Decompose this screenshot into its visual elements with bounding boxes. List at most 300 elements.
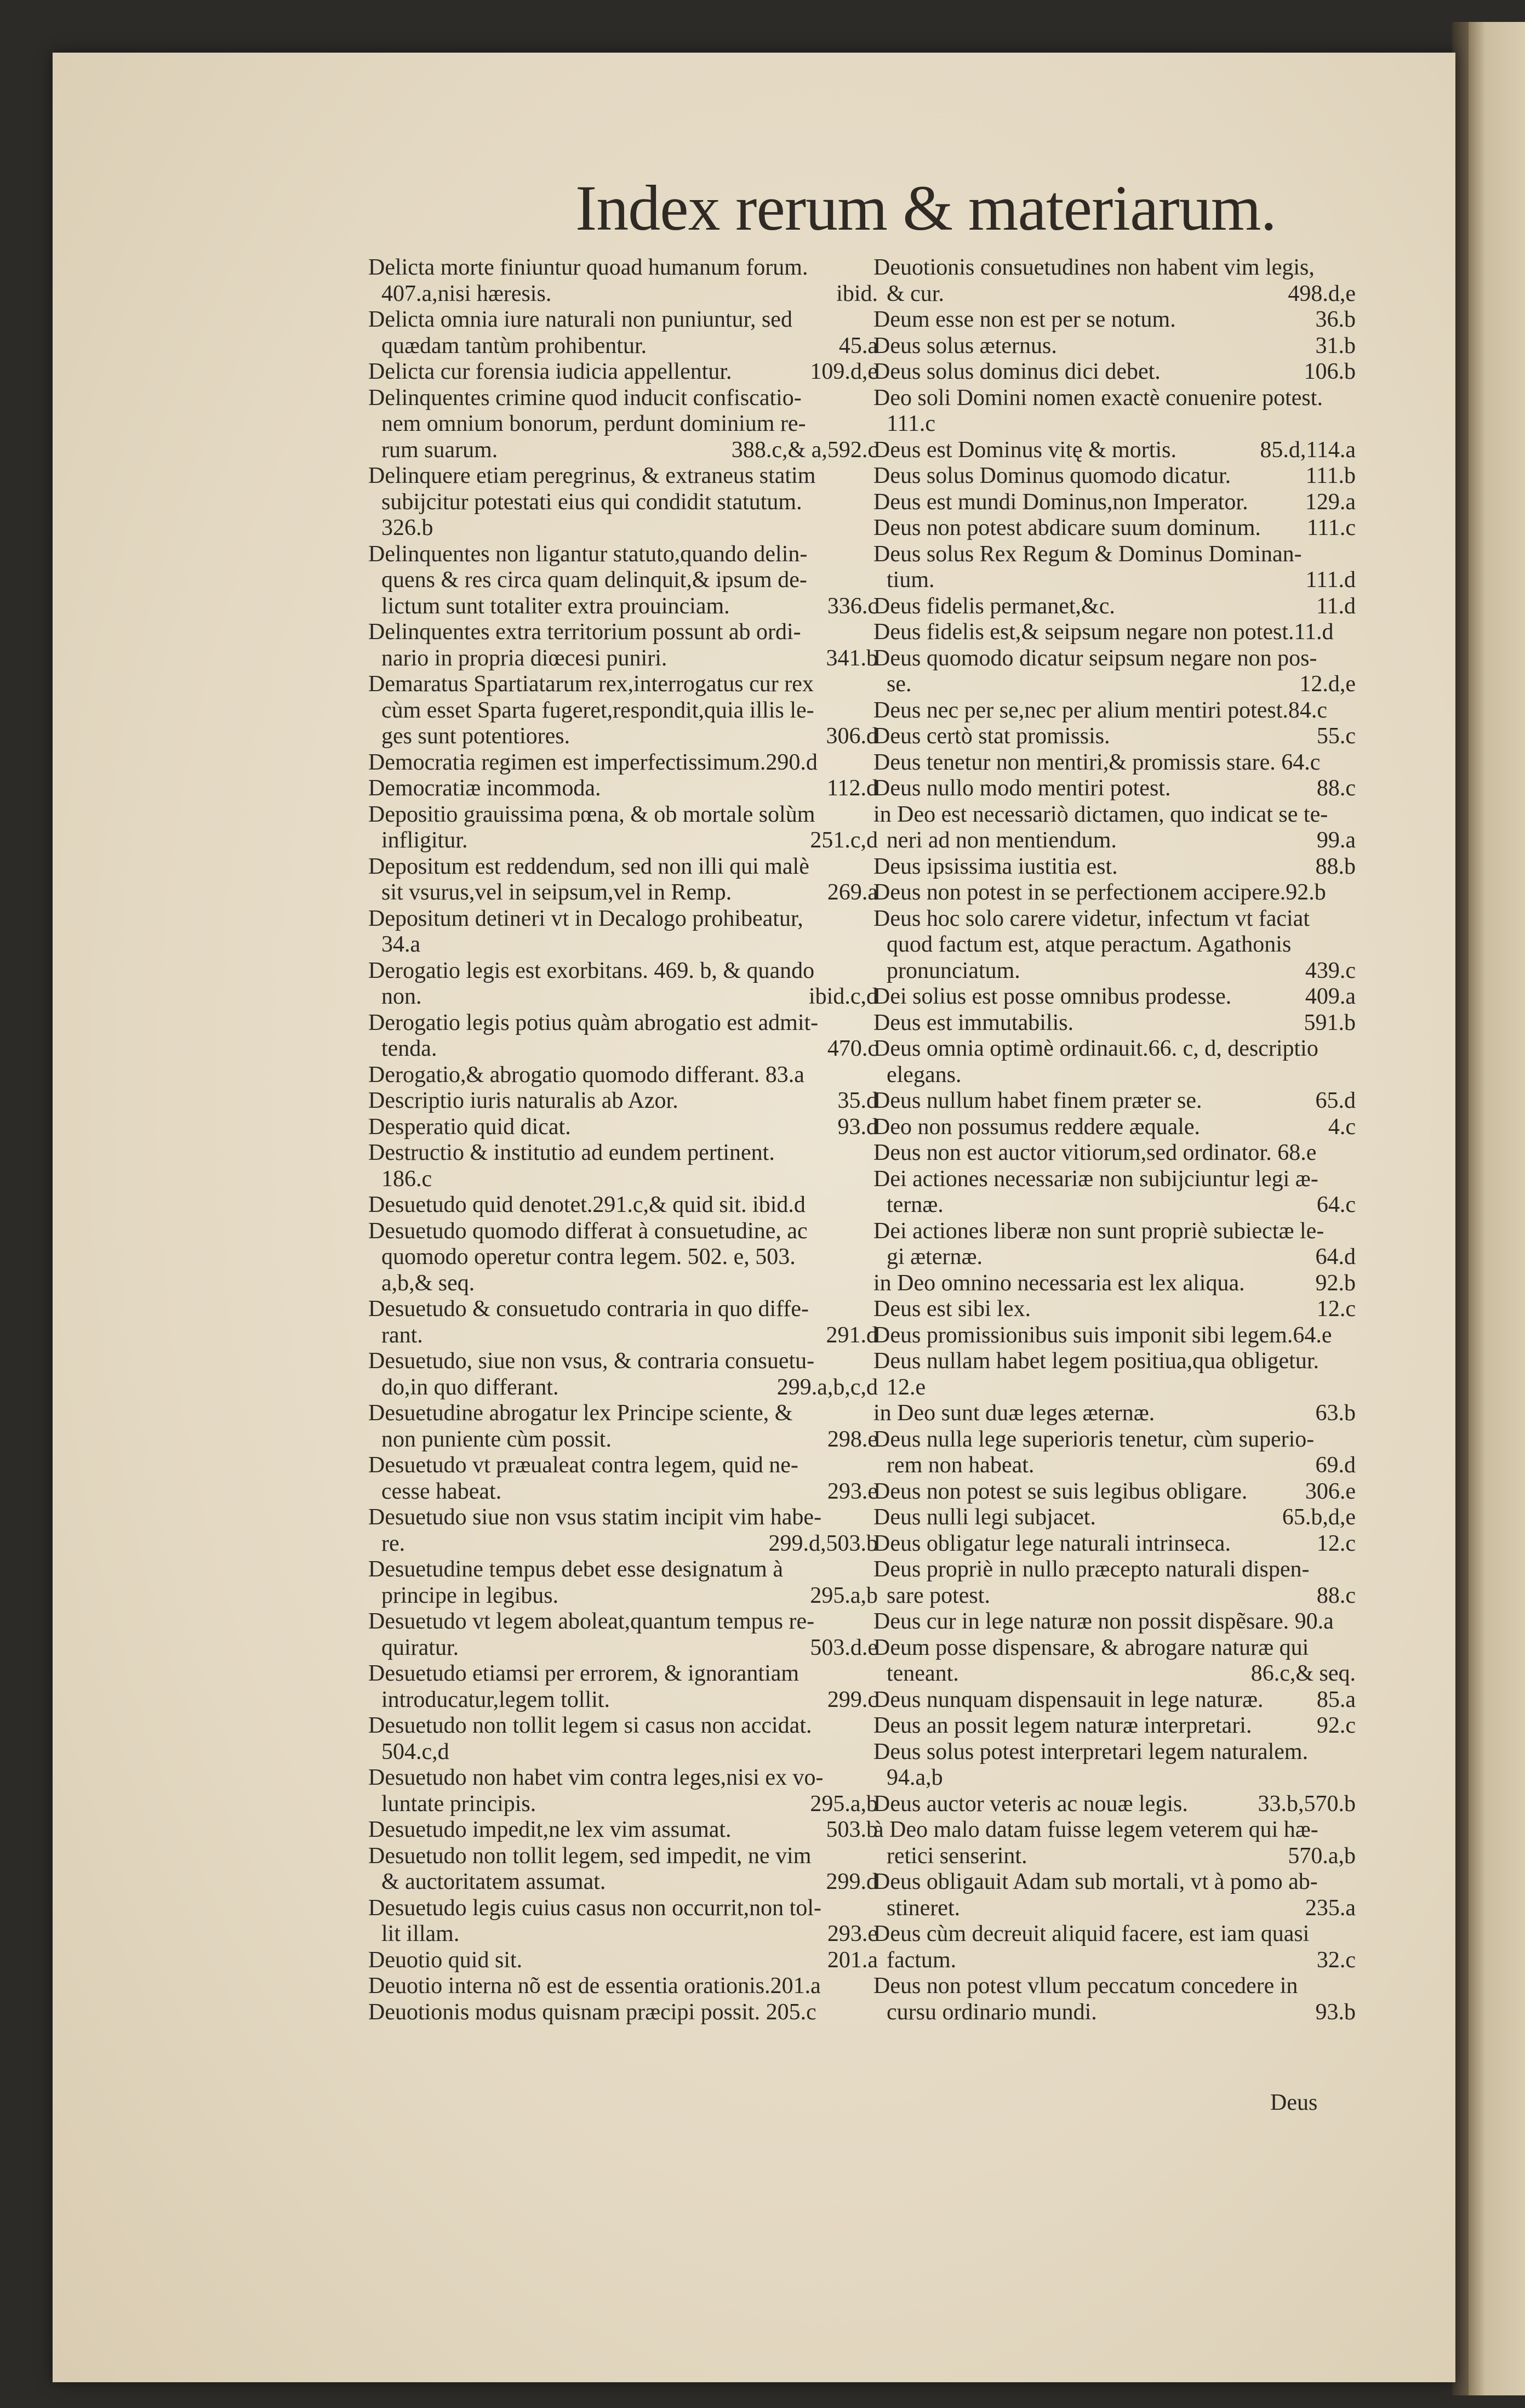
entry-text: Deus est Dominus vitę & mortis.	[873, 437, 1176, 463]
entry-text: Deus nunquam dispensauit in lege naturæ.	[873, 1687, 1264, 1712]
entry-text: quiratur.	[381, 1635, 459, 1660]
page-reference: 88.c	[1316, 1582, 1356, 1608]
entry-text: in Deo omnino necessaria est lex aliqua.	[873, 1270, 1245, 1296]
page-reference: 295.a,b	[810, 1582, 878, 1608]
entry-text: Deo non possumus reddere æquale.	[873, 1114, 1201, 1140]
entry-text: nario in propria diœcesi puniri.	[381, 645, 667, 671]
index-entry	[873, 802, 1356, 854]
index-entry	[873, 1166, 1356, 1219]
entry-headword-line: Desuetudo legis cuius casus non occurrit,non tol-	[368, 1895, 821, 1921]
entry-headword-line: Desuetudo etiamsi per errorem, & ignorantiam	[368, 1661, 799, 1686]
entry-continuation-line	[873, 958, 1356, 984]
entry-headword-line: Demaratus Spartiatarum rex,interrogatus cur rex	[368, 671, 814, 697]
entry-text: se.	[887, 671, 912, 697]
index-entry	[368, 1219, 878, 1297]
entry-text: Deus obligatur lege naturali intrinseca.	[873, 1530, 1231, 1556]
entry-headword-line	[873, 1479, 1356, 1505]
entry-continuation-line	[368, 1791, 878, 1818]
entry-continuation-line: a,b,& seq.	[381, 1270, 475, 1296]
entry-continuation-line	[368, 1036, 878, 1062]
entry-headword-line: Deus non potest vllum peccatum concedere in	[873, 1973, 1298, 1999]
page-reference: 111.b	[1305, 463, 1356, 488]
facing-page-edge	[1469, 22, 1525, 2395]
page-reference: 298.e	[827, 1426, 878, 1452]
entry-headword-line: Deus cur in lege naturæ non possit dispẽsare. 90.a	[873, 1609, 1334, 1634]
page-reference: 33.b,570.b	[1258, 1791, 1356, 1817]
entry-text: Deus solus Dominus quomodo dicatur.	[873, 463, 1231, 488]
entry-text: Deus ipsissima iustitia est.	[873, 853, 1118, 879]
entry-continuation-line	[368, 1869, 878, 1895]
index-entry	[368, 1088, 878, 1114]
page-reference: 86.c,& seq.	[1250, 1661, 1356, 1686]
entry-continuation-line	[873, 567, 1356, 594]
entry-text: Deus nullo modo mentiri potest.	[873, 776, 1171, 801]
entry-text: luntate principis.	[381, 1791, 536, 1817]
entry-headword-line: Destructio & institutio ad eundem pertinent.	[368, 1140, 775, 1165]
entry-text: in Deo sunt duæ leges æternæ.	[873, 1401, 1155, 1426]
entry-headword-line	[873, 1791, 1356, 1818]
page-reference: 251.c,d	[810, 828, 878, 853]
entry-text: neri ad non mentiendum.	[887, 828, 1117, 853]
index-entry	[873, 1609, 1356, 1635]
index-entry	[873, 646, 1356, 698]
entry-text: sit vsurus,vel in seipsum,vel in Remp.	[381, 880, 732, 905]
entry-continuation-line	[368, 437, 878, 464]
page-reference: 570.a,b	[1288, 1843, 1356, 1869]
index-entry	[368, 359, 878, 385]
page-reference: 129.a	[1305, 489, 1356, 515]
entry-text: tenda.	[381, 1036, 437, 1061]
entry-headword-line: Depositio grauissima pœna, & ob mortale solùm	[368, 801, 815, 827]
index-entry	[873, 1531, 1356, 1557]
entry-continuation-line	[368, 880, 878, 906]
entry-continuation-line: 186.c	[381, 1166, 432, 1192]
index-entry	[873, 1010, 1356, 1037]
page-reference: 299.a,b,c,d	[776, 1374, 878, 1400]
index-entry	[368, 958, 878, 1010]
index-entry	[368, 385, 878, 464]
entry-headword-line: Derogatio legis est exorbitans. 469. b, & quando	[368, 958, 815, 983]
index-entry	[368, 750, 878, 776]
entry-continuation-line: quod factum est, atque peractum. Agathonis	[887, 932, 1292, 957]
entry-headword-line	[873, 1687, 1356, 1714]
index-entry	[368, 1114, 878, 1141]
index-entry	[368, 619, 878, 671]
page-reference: 99.a	[1316, 828, 1356, 853]
page-reference: 341.b	[826, 645, 878, 671]
entry-text: Deus non potest abdicare suum dominum.	[873, 515, 1261, 540]
entry-continuation-line	[368, 724, 878, 750]
entry-headword-line: Deus non est auctor vitiorum,sed ordinator. 68.e	[873, 1140, 1317, 1165]
page-reference: 92.b	[1315, 1270, 1356, 1296]
index-entry	[368, 1401, 878, 1453]
entry-text: Deus fidelis permanet,&c.	[873, 593, 1115, 619]
entry-headword-line: Deus cùm decreuit aliquid facere, est iam quasi	[873, 1921, 1310, 1946]
entry-continuation-line: subijcitur potestati eius qui condidit statutum.	[381, 489, 802, 515]
entry-text: non.	[381, 984, 422, 1009]
entry-headword-line: Desuetudine tempus debet esse designatum à	[368, 1557, 783, 1582]
page-reference: 269.a	[827, 880, 878, 905]
entry-headword-line: Dei actiones necessariæ non subijciuntur legi æ-	[873, 1166, 1318, 1192]
page-reference: 111.d	[1305, 567, 1356, 593]
page-reference: 12.c	[1316, 1530, 1356, 1556]
entry-continuation-line	[368, 828, 878, 854]
index-entry	[873, 906, 1356, 984]
entry-headword-line	[873, 359, 1356, 385]
index-entry	[873, 1557, 1356, 1609]
index-column-left	[368, 255, 878, 2025]
page-reference: 306.d	[826, 724, 878, 749]
index-entry	[368, 1948, 878, 1974]
page-reference: 88.b	[1315, 853, 1356, 879]
entry-text: stineret.	[887, 1895, 961, 1921]
entry-text: Deus nulli legi subjacet.	[873, 1505, 1096, 1530]
entry-headword-line	[873, 1713, 1356, 1739]
page-reference: 293.e	[827, 1921, 878, 1946]
entry-headword-line: Deus hoc solo carere videtur, infectum vt faciat	[873, 906, 1310, 931]
index-entry	[873, 489, 1356, 516]
page-reference: 36.b	[1315, 307, 1356, 332]
entry-headword-line: Delinquere etiam peregrinus, & extraneus statim	[368, 463, 816, 488]
index-entry	[873, 854, 1356, 880]
entry-text: rum suarum.	[381, 437, 498, 463]
index-entry	[873, 619, 1356, 646]
index-entry	[368, 463, 878, 542]
index-entry	[873, 984, 1356, 1010]
entry-continuation-line: 326.b	[381, 515, 433, 540]
entry-continuation-line	[368, 281, 878, 308]
entry-headword-line: Deuotionis consuetudines non habent vim legis,	[873, 255, 1315, 280]
page-reference: 65.b,d,e	[1282, 1505, 1356, 1530]
index-entry	[873, 1036, 1356, 1088]
page-title: Index rerum & materiarum.	[575, 172, 1277, 244]
page-reference: ibid.c,d	[809, 984, 878, 1009]
entry-text: & cur.	[887, 281, 944, 306]
entry-continuation-line	[368, 1375, 878, 1401]
entry-continuation-line: quens & res circa quam delinquit,& ipsum de-	[381, 567, 807, 593]
entry-headword-line: Deuotionis modus quisnam præcipi possit. 205.c	[368, 1999, 816, 2025]
entry-text: 407.a,nisi hæresis.	[381, 281, 552, 306]
entry-headword-line: Deus tenetur non mentiri,& promissis stare. 64.c	[873, 749, 1321, 775]
page-reference: 439.c	[1305, 958, 1356, 983]
entry-headword-line	[873, 1531, 1356, 1557]
entry-continuation-line	[873, 1661, 1356, 1687]
index-entry	[368, 1973, 878, 2000]
entry-continuation-line	[368, 594, 878, 620]
entry-headword-line: Deus quomodo dicatur seipsum negare non pos-	[873, 645, 1317, 671]
entry-text: rem non habeat.	[887, 1453, 1035, 1478]
entry-headword-line: Desuetudine abrogatur lex Principe sciente, &	[368, 1401, 793, 1426]
page-reference: 591.b	[1304, 1010, 1356, 1035]
entry-headword-line	[368, 359, 878, 385]
entry-text: & auctoritatem assumat.	[381, 1869, 606, 1894]
page-reference: 293.e	[827, 1478, 878, 1504]
entry-headword-line	[873, 1401, 1356, 1427]
page-reference: 12.c	[1316, 1296, 1356, 1322]
page-reference: 65.d	[1315, 1088, 1356, 1113]
entry-headword-line: Deuotio interna nõ est de essentia orationis.201.a	[368, 1973, 821, 1999]
index-entry	[368, 671, 878, 750]
index-entry	[873, 1635, 1356, 1687]
page-reference: 299.c	[827, 1687, 878, 1712]
entry-headword-line: Desuetudo & consuetudo contraria in quo diffe-	[368, 1296, 809, 1322]
page-reference: 470.c	[827, 1036, 878, 1061]
page-reference: 336.c	[827, 593, 878, 619]
entry-continuation-line	[873, 1192, 1356, 1219]
index-entry	[368, 542, 878, 620]
index-entry	[873, 1817, 1356, 1869]
index-entry	[368, 1453, 878, 1505]
entry-continuation-line	[873, 1895, 1356, 1922]
entry-headword-line	[873, 1271, 1356, 1297]
index-entry	[873, 1739, 1356, 1791]
index-entry	[873, 437, 1356, 464]
entry-continuation-line	[368, 1531, 878, 1557]
entry-headword-line	[368, 1817, 878, 1843]
entry-continuation-line	[368, 984, 878, 1010]
index-entry	[873, 1348, 1356, 1401]
index-entry	[873, 359, 1356, 385]
entry-text: Deus est immutabilis.	[873, 1010, 1074, 1035]
index-entry	[368, 854, 878, 906]
entry-headword-line	[873, 594, 1356, 620]
entry-continuation-line	[873, 1244, 1356, 1271]
entry-headword-line: Deus solus potest interpretari legem naturalem.	[873, 1739, 1309, 1764]
index-entry	[368, 1817, 878, 1843]
entry-headword-line: Deus propriè in nullo præcepto naturali dispen-	[873, 1557, 1310, 1582]
entry-headword-line: Deus omnia optimè ordinauit.66. c, d, descriptio	[873, 1036, 1318, 1061]
page-reference: 299.d,503.b	[768, 1530, 878, 1556]
index-entry	[873, 880, 1356, 906]
entry-headword-line	[368, 776, 878, 802]
index-entry	[873, 1140, 1356, 1166]
entry-headword-line: Deus nullam habet legem positiua,qua obligetur.	[873, 1348, 1319, 1374]
entry-text: Deus auctor veteris ac nouæ legis.	[873, 1791, 1188, 1817]
entry-continuation-line: 504.c,d	[381, 1739, 449, 1764]
index-column-right	[873, 255, 1356, 2025]
page-reference: 4.c	[1328, 1114, 1356, 1140]
entry-continuation-line	[368, 1583, 878, 1609]
index-entry	[368, 906, 878, 958]
index-entry	[873, 1791, 1356, 1818]
entry-text: ges sunt potentiores.	[381, 724, 570, 749]
index-entry	[368, 1505, 878, 1557]
entry-headword-line: Desuetudo non tollit legem si casus non accidat.	[368, 1713, 812, 1738]
entry-headword-line: Deum posse dispensare, & abrogare naturæ qui	[873, 1635, 1309, 1660]
entry-text: Deus non potest se suis legibus obligare.	[873, 1478, 1248, 1504]
entry-headword-line	[873, 1088, 1356, 1114]
entry-continuation-line	[873, 281, 1356, 308]
entry-text: lit illam.	[381, 1921, 460, 1946]
page-reference: 498.d,e	[1288, 281, 1356, 306]
entry-headword-line: Delicta omnia iure naturali non puniuntur, sed	[368, 307, 792, 332]
entry-continuation-line	[368, 1687, 878, 1714]
index-entry	[873, 698, 1356, 724]
page-reference: 63.b	[1315, 1401, 1356, 1426]
page-reference: 31.b	[1315, 333, 1356, 358]
entry-continuation-line: elegans.	[887, 1062, 962, 1088]
entry-headword-line	[873, 854, 1356, 880]
index-entry	[368, 1192, 878, 1219]
page-reference: 93.b	[1315, 1999, 1356, 2025]
page-reference: 55.c	[1316, 724, 1356, 749]
index-entry	[368, 1765, 878, 1817]
index-entry	[368, 255, 878, 307]
entry-continuation-line	[368, 1427, 878, 1453]
entry-text: Deum esse non est per se notum.	[873, 307, 1176, 332]
page-reference: 299.d	[826, 1869, 878, 1894]
page-reference: 64.c	[1316, 1192, 1356, 1217]
entry-text: Deus nullum habet finem præter se.	[873, 1088, 1202, 1113]
page-reference: 93.d	[837, 1114, 878, 1140]
entry-headword-line: Democratia regimen est imperfectissimum.290.d	[368, 749, 818, 775]
page-reference: 32.c	[1316, 1947, 1356, 1973]
index-entry	[873, 385, 1356, 437]
entry-text: introducatur,legem tollit.	[381, 1687, 610, 1712]
entry-continuation-line	[873, 1453, 1356, 1479]
index-entry	[873, 1869, 1356, 1921]
index-entry	[873, 1713, 1356, 1739]
entry-text: do,in quo differant.	[381, 1374, 559, 1400]
entry-headword-line: Desuetudo quomodo differat à consuetudine, ac	[368, 1218, 808, 1244]
page-reference: ibid.	[836, 281, 878, 306]
entry-continuation-line	[873, 2000, 1356, 2026]
entry-headword-line: Deus obligauit Adam sub mortali, vt à pomo ab-	[873, 1869, 1318, 1894]
entry-headword-line: Deus nulla lege superioris tenetur, cùm superio-	[873, 1426, 1315, 1452]
page-reference: 92.c	[1316, 1713, 1356, 1738]
page-reference: 111.c	[1306, 515, 1356, 540]
index-entry	[368, 1843, 878, 1895]
page-reference: 388.c,& a,592.c	[731, 437, 878, 463]
entry-text: cursu ordinario mundi.	[887, 1999, 1097, 2025]
entry-headword-line: Derogatio legis potius quàm abrogatio est admit-	[368, 1010, 819, 1035]
entry-headword-line: Depositum detineri vt in Decalogo prohibeatur,	[368, 906, 803, 931]
entry-headword-line	[368, 1088, 878, 1114]
entry-text: Descriptio iuris naturalis ab Azor.	[368, 1088, 678, 1113]
index-entry	[873, 1479, 1356, 1505]
index-entry	[873, 1114, 1356, 1141]
page-reference: 88.c	[1316, 776, 1356, 801]
entry-text: tium.	[887, 567, 935, 593]
entry-headword-line: Dei actiones liberæ non sunt propriè subiectæ le-	[873, 1218, 1324, 1244]
entry-text: quædam tantùm prohibentur.	[381, 333, 647, 358]
entry-continuation-line	[873, 1583, 1356, 1609]
entry-text: re.	[381, 1530, 405, 1556]
entry-continuation-line: quomodo operetur contra legem. 502. e, 503.	[381, 1244, 796, 1270]
index-entry	[368, 1296, 878, 1348]
index-entry	[873, 1296, 1356, 1323]
entry-headword-line	[368, 1948, 878, 1974]
entry-headword-line: Delicta morte finiuntur quoad humanum forum.	[368, 255, 808, 280]
entry-headword-line: Desuetudo vt legem aboleat,quantum tempus re-	[368, 1609, 815, 1634]
entry-text: ternæ.	[887, 1192, 944, 1217]
page-reference: 69.d	[1315, 1453, 1356, 1478]
page-reference: 12.d,e	[1299, 671, 1356, 697]
entry-headword-line: Deus nec per se,nec per alium mentiri potest.84.c	[873, 697, 1328, 723]
entry-text: teneant.	[887, 1661, 959, 1686]
index-entry	[873, 724, 1356, 750]
entry-continuation-line: 34.a	[381, 932, 421, 957]
entry-text: non puniente cùm possit.	[381, 1426, 612, 1452]
entry-headword-line	[873, 1505, 1356, 1531]
page-reference: 106.b	[1304, 359, 1356, 384]
entry-text: Deuotio quid sit.	[368, 1947, 523, 1973]
page-reference: 291.d	[826, 1322, 878, 1348]
entry-headword-line	[368, 1114, 878, 1141]
index-entry	[873, 594, 1356, 620]
entry-headword-line	[873, 437, 1356, 464]
entry-text: Deus solus dominus dici debet.	[873, 359, 1161, 384]
entry-headword-line	[873, 1114, 1356, 1141]
entry-text: Deus certò stat promissis.	[873, 724, 1110, 749]
index-entry	[873, 750, 1356, 776]
entry-text: pronunciatum.	[887, 958, 1020, 983]
entry-text: gi æternæ.	[887, 1244, 983, 1270]
index-entry	[873, 463, 1356, 489]
entry-headword-line: Derogatio,& abrogatio quomodo differant. 83.a	[368, 1062, 804, 1088]
index-entry	[368, 2000, 878, 2026]
entry-text: Democratiæ incommoda.	[368, 776, 601, 801]
entry-continuation-line	[873, 828, 1356, 854]
entry-headword-line: Desuetudo non tollit legem, sed impedit, ne vim	[368, 1843, 812, 1869]
page-reference: 503.b	[826, 1817, 878, 1842]
entry-headword-line: Delinquentes crimine quod inducit confiscatio-	[368, 385, 802, 411]
index-entry	[873, 542, 1356, 594]
index-entry	[368, 1010, 878, 1062]
entry-continuation-line	[368, 646, 878, 672]
index-entry	[368, 1557, 878, 1609]
entry-headword-line: Deus promissionibus suis imponit sibi legem.64.e	[873, 1322, 1332, 1348]
page-reference: 503.d.e	[810, 1635, 878, 1660]
entry-headword-line: Delinquentes extra territorium possunt ab ordi-	[368, 619, 801, 645]
entry-headword-line	[873, 489, 1356, 516]
entry-headword-line	[873, 1010, 1356, 1037]
entry-continuation-line	[368, 1921, 878, 1948]
index-entry	[873, 1505, 1356, 1531]
entry-headword-line: Desuetudo non habet vim contra leges,nisi ex vo-	[368, 1765, 824, 1790]
index-entry	[873, 1921, 1356, 1973]
entry-text: Desuetudo impedit,ne lex vim assumat.	[368, 1817, 732, 1842]
entry-headword-line: Depositum est reddendum, sed non illi qui malè	[368, 853, 809, 879]
entry-text: factum.	[887, 1947, 957, 1973]
index-entry	[873, 255, 1356, 307]
entry-headword-line: Delinquentes non ligantur statuto,quando delin-	[368, 541, 808, 567]
entry-headword-line: Desuetudo quid denotet.291.c,& quid sit. ibid.d	[368, 1192, 806, 1217]
index-entry	[873, 1973, 1356, 2025]
entry-headword-line: Deus solus Rex Regum & Dominus Dominan-	[873, 541, 1302, 567]
entry-headword-line	[873, 307, 1356, 333]
entry-headword-line	[873, 1296, 1356, 1323]
page-reference: 85.d,114.a	[1260, 437, 1356, 463]
entry-text: infligitur.	[381, 828, 468, 853]
page-reference: 306.e	[1305, 1478, 1356, 1504]
entry-continuation-line	[873, 1843, 1356, 1870]
entry-text: Delicta cur forensia iudicia appellentur.	[368, 359, 732, 384]
entry-headword-line: à Deo malo datam fuisse legem veterem qui hæ-	[873, 1817, 1318, 1842]
page-reference: 409.a	[1305, 984, 1356, 1009]
index-entry	[873, 1427, 1356, 1479]
index-entry	[368, 1895, 878, 1948]
entry-headword-line: Deo soli Domini nomen exactè conuenire potest.	[873, 385, 1323, 411]
page-reference: 112.d	[827, 776, 878, 801]
index-entry	[368, 1062, 878, 1089]
index-entry	[368, 1348, 878, 1401]
index-entry	[368, 1609, 878, 1661]
entry-text: Deus est mundi Dominus,non Imperator.	[873, 489, 1248, 515]
entry-headword-line: Deus non potest in se perfectionem accipere.92.b	[873, 880, 1326, 905]
catchword: Deus	[1270, 2090, 1318, 2115]
entry-headword-line	[873, 776, 1356, 802]
